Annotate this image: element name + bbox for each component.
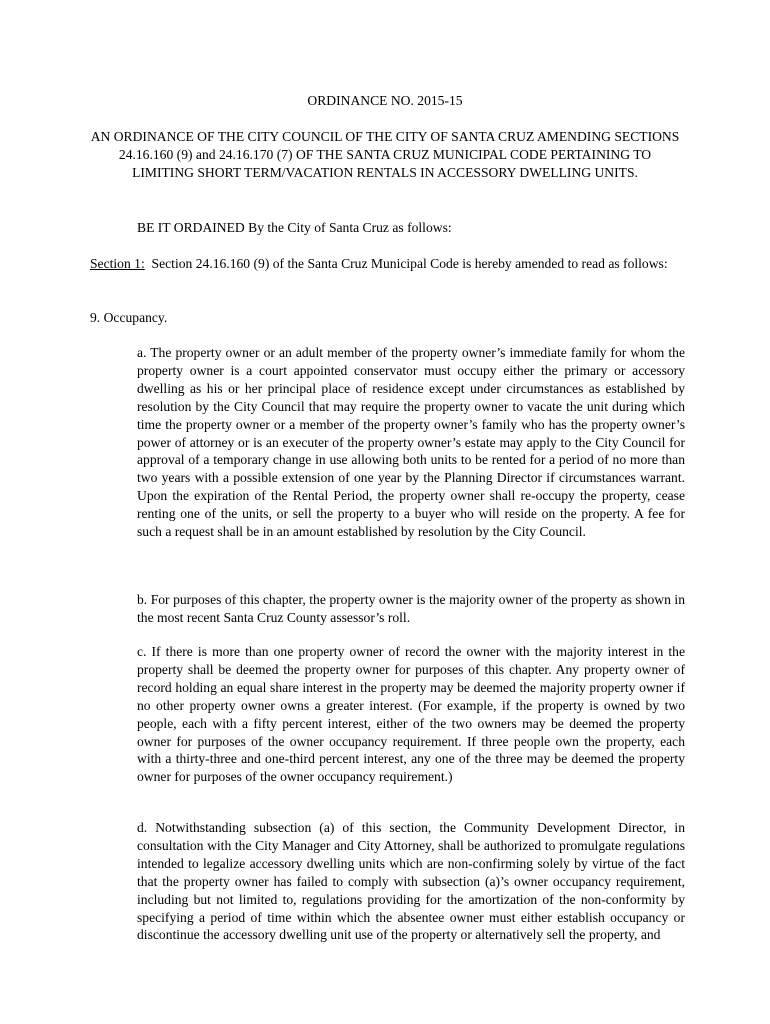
- section-1-text: Section 24.16.160 (9) of the Santa Cruz Municipal Code is hereby amended to read as follows:: [151, 256, 668, 271]
- enacting-clause: BE IT ORDAINED By the City of Santa Cruz as follows:: [137, 220, 452, 235]
- ordinance-long-title: AN ORDINANCE OF THE CITY COUNCIL OF THE CITY OF SANTA CRUZ AMENDING SECTIONS 24.16.160 (9) and 24.16.170 (7) OF THE SANTA CRUZ MUNICIPAL CODE PERTAINING TO LIMITING SHORT TERM/VACATION RENTALS IN ACCESSORY DWELLING UNITS.: [90, 129, 680, 180]
- paragraph-b: b. For purposes of this chapter, the property owner is the majority owner of the property as shown in the most recent Santa Cruz County assessor’s roll.: [137, 592, 685, 625]
- item-9-heading: 9. Occupancy.: [90, 310, 168, 325]
- section-1-label: Section 1:: [90, 256, 145, 271]
- ordinance-number: ORDINANCE NO. 2015-15: [307, 93, 463, 108]
- paragraph-a: a. The property owner or an adult member of the property owner’s immediate family for whom the property owner is a court appointed conservator must occupy either the primary or accessory dwelling as his or her principal place of residence except under circumstances as established by resolution by the City Council that may require the property owner to vacate the unit during which time the property owner or a member of the property owner’s family who has the property owner’s power of attorney or is an executer of the property owner’s estate may apply to the City Council for approval of a temporary change in use allowing both units to be rented for a period of no more than two years with a possible extension of one year by the Planning Director if circumstances warrant. Upon the expiration of the Rental Period, the property owner shall re-occupy the property, cease renting one of the units, or sell the property to a buyer who will reside on the property. A fee for such a request shall be in an amount established by resolution by the City Council.: [137, 345, 685, 540]
- paragraph-d: d. Notwithstanding subsection (a) of this section, the Community Development Director, in consultation with the City Manager and City Attorney, shall be authorized to promulgate regulations intended to legalize accessory dwelling units which are non-confirming solely by virtue of the fact that the property owner has failed to comply with subsection (a)’s owner occupancy requirement, including but not limited to, regulations providing for the amortization of the non-conformity by specifying a period of time within which the absentee owner must either establish occupancy or discontinue the accessory dwelling unit use of the property or alternatively sell the property, and: [137, 820, 685, 943]
- section-1: [90, 255, 690, 273]
- paragraph-c: c. If there is more than one property owner of record the owner with the majority interest in the property shall be deemed the property owner for purposes of this chapter. Any property owner of record holding an equal share interest in the property may be deemed the majority property owner if no other property owner owns a greater interest. (For example, if the property is owned by two people, each with a fifty percent interest, either of the two owners may be deemed the property owner for purposes of the owner occupancy requirement. If three people own the property, each with a thirty-three and one-third percent interest, any one of the three may be deemed the property owner for purposes of the owner occupancy requirement.): [137, 644, 685, 785]
